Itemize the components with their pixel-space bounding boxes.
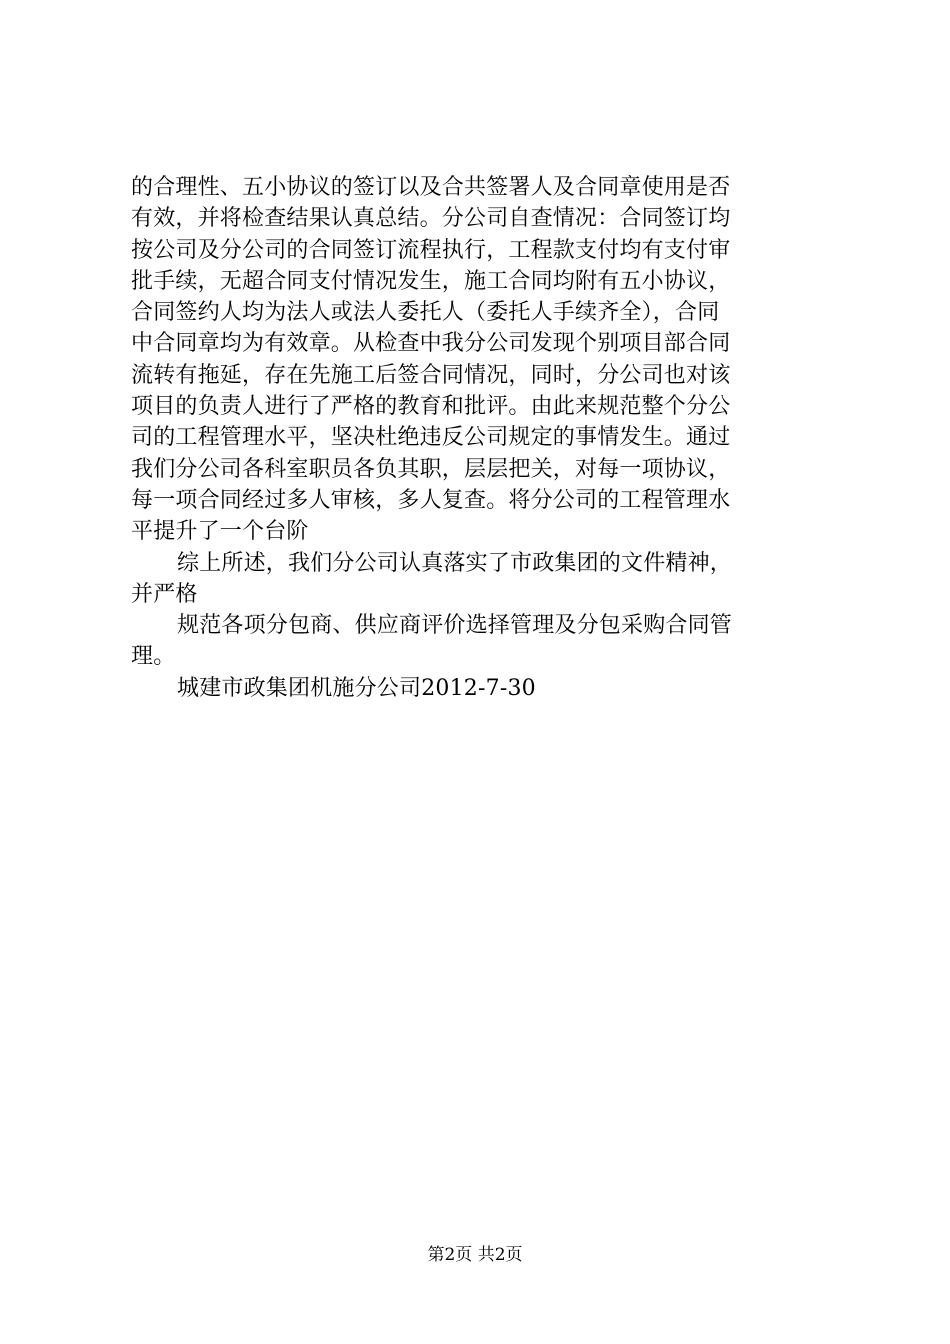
body-line-1: 的合理性、五小协议的签订以及合共签署人及合同章使用是否 xyxy=(131,175,731,200)
body-line-7: 流转有拖延，存在先施工后签合同情况，同时，分公司也对该 xyxy=(131,362,731,388)
body-line-11: 每一项合同经过多人审核，多人复查。将分公司的工程管理水 xyxy=(131,487,731,513)
body-line-10: 我们分公司各科室职员各负其职，层层把关，对每一项协议， xyxy=(131,456,731,482)
summary-line-3: 规范各项分包商、供应商评价选择管理及分包采购合同管 xyxy=(177,613,733,639)
body-line-8: 项目的负责人进行了严格的教育和批评。由此来规范整个分公 xyxy=(131,394,731,420)
body-line-12: 平提升了一个台阶 xyxy=(131,519,309,545)
body-line-9: 司的工程管理水平，坚决杜绝违反公司规定的事情发生。通过 xyxy=(131,425,731,451)
body-line-5: 合同签约人均为法人或法人委托人（委托人手续齐全），合同 xyxy=(131,300,720,326)
body-line-4: 批手续，无超合同支付情况发生，施工合同均附有五小协议， xyxy=(131,268,731,294)
body-line-3: 按公司及分公司的合同签订流程执行，工程款支付均有支付审 xyxy=(131,237,731,263)
summary-line-2: 并严格 xyxy=(131,581,198,607)
body-line-6: 中合同章均为有效章。从检查中我分公司发现个别项目部合同 xyxy=(131,331,731,357)
signature-line: 城建市政集团机施分公司2012-7-30 xyxy=(177,675,536,701)
summary-line-1: 综上所述，我们分公司认真落实了市政集团的文件精神， xyxy=(177,550,733,576)
page-number-footer: 第2页 共2页 xyxy=(427,1245,523,1265)
body-line-2: 有效，并将检查结果认真总结。分公司自查情况：合同签订均 xyxy=(131,206,731,232)
summary-line-4: 理。 xyxy=(131,644,176,670)
document-body xyxy=(131,172,831,704)
